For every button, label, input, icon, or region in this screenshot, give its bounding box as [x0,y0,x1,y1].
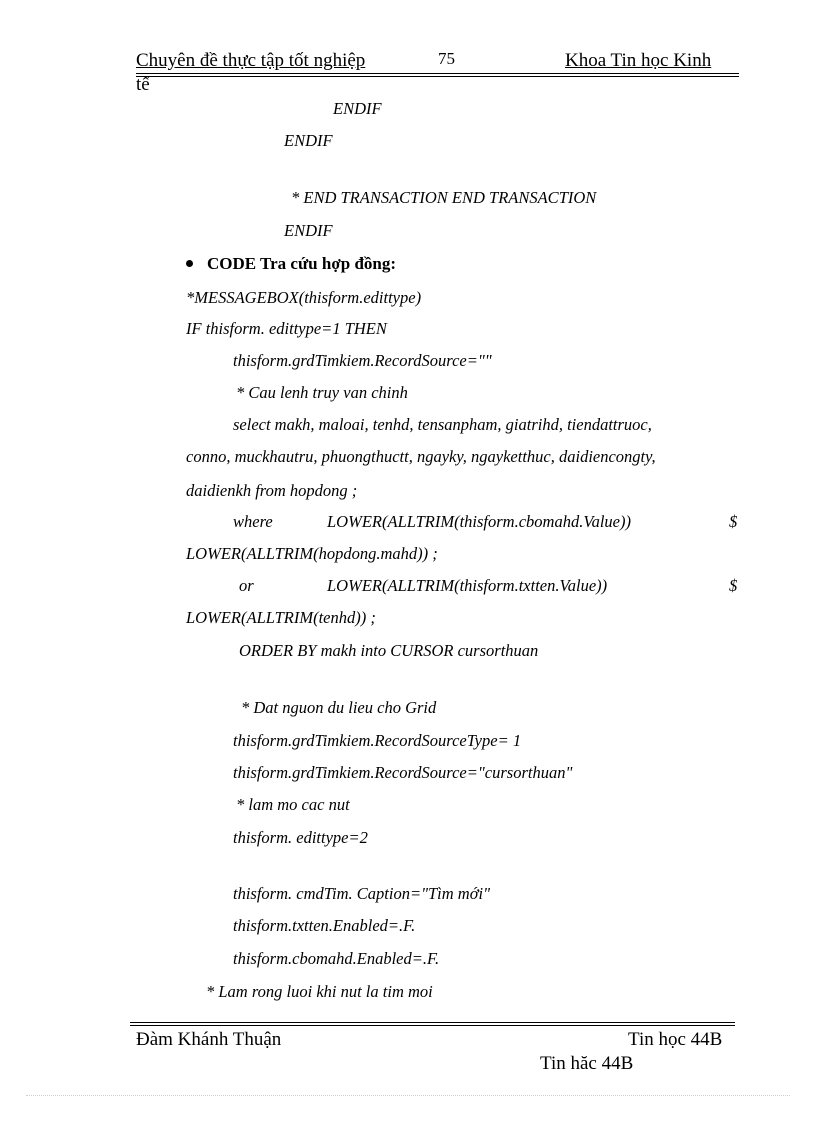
footer-rule [130,1022,735,1023]
code-line: thisform.txtten.Enabled=.F. [233,916,416,935]
page-number: 75 [438,49,455,68]
code-operator: $ [729,576,738,595]
header-rule-secondary [136,76,739,77]
code-keyword: or [239,576,254,595]
header-title: Chuyên đề thực tập tốt nghiệp [136,50,366,71]
footer-rule-secondary [130,1025,735,1026]
code-line: ENDIF [284,131,333,150]
code-line: thisform.grdTimkiem.RecordSource="cursorthuan" [233,763,573,782]
code-line: LOWER(ALLTRIM(tenhd)) ; [186,608,376,627]
code-line: ORDER BY makh into CURSOR cursorthuan [239,641,539,660]
section-title: CODE Tra cứu hợp đồng: [207,254,397,273]
code-expression: LOWER(ALLTRIM(thisform.cbomahd.Value)) [327,512,631,531]
code-expression: LOWER(ALLTRIM(thisform.txtten.Value)) [327,576,608,595]
code-line [186,447,739,467]
code-line: *MESSAGEBOX(thisform.edittype) [186,288,422,307]
code-operator: $ [729,512,738,531]
bullet-icon [186,260,193,267]
code-line: * Dat nguon du lieu cho Grid [241,698,437,717]
code-line-text: conno, muckhautru, phuongthuctt, ngayky, ngayketthuc, daidiencongty, [186,447,656,466]
section-bullet [186,254,396,274]
footer-class: Tin học 44B [628,1029,723,1050]
code-line: IF thisform. edittype=1 THEN [186,319,387,338]
code-line: thisform.grdTimkiem.RecordSource="" [233,351,492,370]
code-line: LOWER(ALLTRIM(hopdong.mahd)) ; [186,544,438,563]
code-line: * Lam rong luoi khi nut la tim moi [206,982,433,1001]
header-department: Khoa Tin học Kinh [565,50,712,71]
code-line-text: select makh, maloai, tenhd, tensanpham, giatrihd, tiendattruoc, [233,415,652,434]
header-rule [136,73,739,74]
code-line: ENDIF [284,221,333,240]
code-line: daidienkh from hopdong ; [186,481,358,500]
code-line: thisform.cbomahd.Enabled=.F. [233,949,440,968]
code-line [233,415,739,435]
code-line: thisform.grdTimkiem.RecordSourceType= 1 [233,731,522,750]
code-line: thisform. cmdTim. Caption="Tìm mới" [233,884,491,903]
code-line: thisform. edittype=2 [233,828,368,847]
code-keyword: where [233,512,273,531]
code-line: * lam mo cac nut [236,795,350,814]
code-line: * END TRANSACTION END TRANSACTION [291,188,597,207]
code-line: ENDIF [333,99,382,118]
header-department-wrap: tế [136,74,150,95]
page-bottom-dotted-line [26,1095,790,1096]
footer-class-repeat: Tin hăc 44B [540,1053,634,1074]
code-line: * Cau lenh truy van chinh [236,383,408,402]
footer-author: Đàm Khánh Thuận [136,1029,282,1050]
